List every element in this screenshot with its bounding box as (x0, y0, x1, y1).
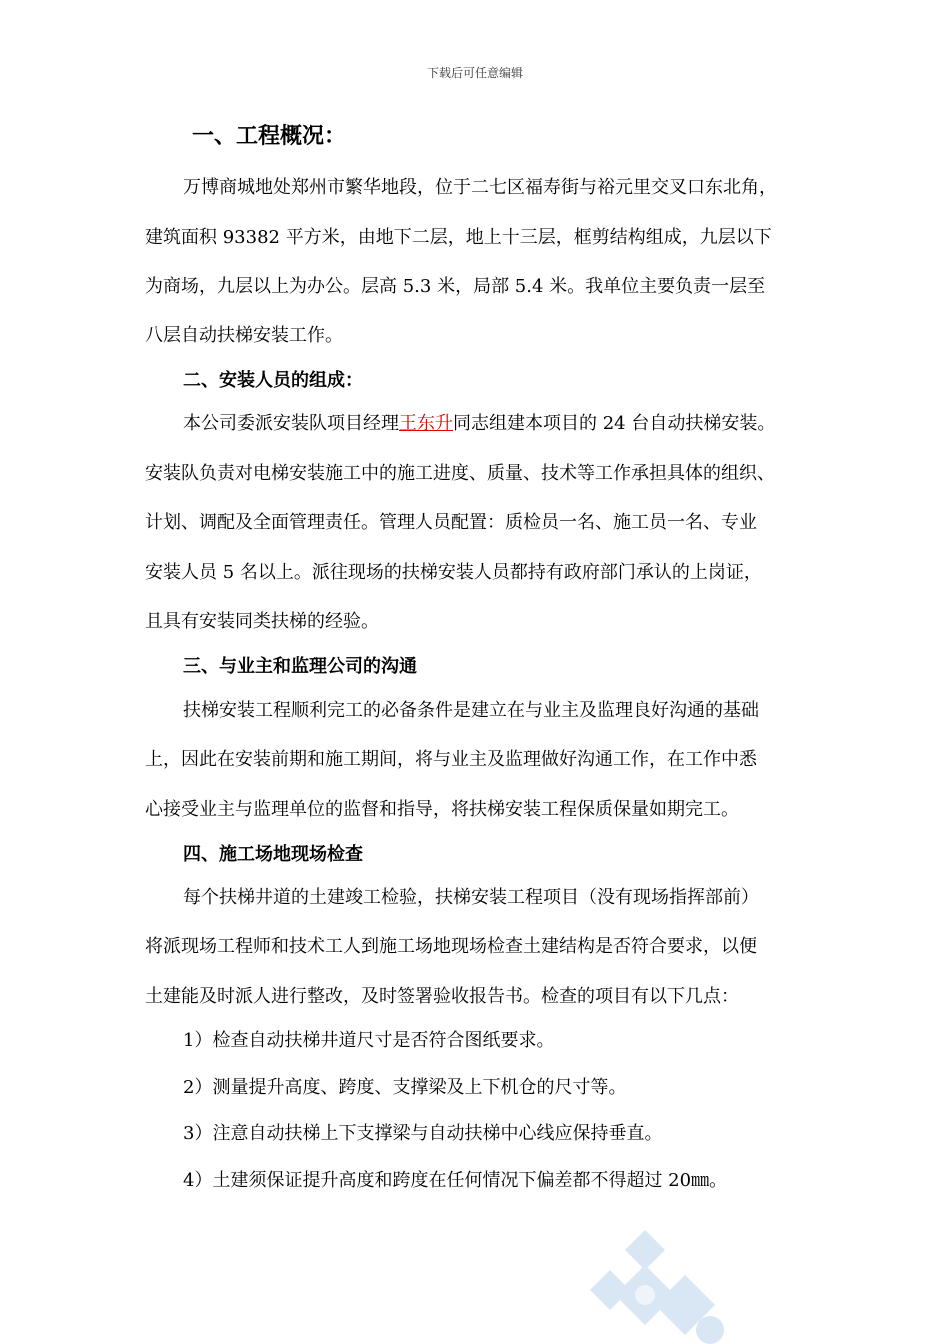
paragraph-line: 将派现场工程师和技术工人到施工场地现场检查土建结构是否符合要求，以便 (145, 936, 757, 957)
list-item: 2）测量提升高度、跨度、支撑梁及上下机仓的尺寸等。 (183, 1077, 627, 1098)
section-3-title: 三、与业主和监理公司的沟通 (183, 656, 417, 677)
paragraph-line: 扶梯安装工程顺利完工的必备条件是建立在与业主及监理良好沟通的基础 (183, 700, 759, 721)
paragraph-line: 安装队负责对电梯安装施工中的施工进度、质量、技术等工作承担具体的组织、 (145, 463, 775, 484)
list-item: 3）注意自动扶梯上下支撑梁与自动扶梯中心线应保持垂直。 (183, 1123, 663, 1144)
text-segment: 同志组建本项目的 24 台自动扶梯安装。 (453, 413, 776, 434)
paragraph-line: 心接受业主与监理单位的监督和指导，将扶梯安装工程保质保量如期完工。 (145, 799, 739, 820)
list-item: 4）土建须保证提升高度和跨度在任何情况下偏差都不得超过 20㎜。 (183, 1170, 728, 1191)
list-item: 1）检查自动扶梯井道尺寸是否符合图纸要求。 (183, 1030, 555, 1051)
paragraph-line (183, 412, 775, 436)
paragraph-line: 建筑面积 93382 平方米，由地下二层，地上十三层，框剪结构组成，九层以下 (145, 227, 772, 248)
paragraph-line: 万博商城地处郑州市繁华地段，位于二七区福寿街与裕元里交叉口东北角， (183, 177, 777, 198)
paragraph-line: 为商场，九层以上为办公。层高 5.3 米，局部 5.4 米。我单位主要负责一层至 (145, 276, 766, 297)
paragraph-line: 上，因此在安装前期和施工期间，将与业主及监理做好沟通工作，在工作中悉 (145, 749, 757, 770)
paragraph-line: 且具有安装同类扶梯的经验。 (145, 611, 379, 632)
manager-name: 王东升 (399, 413, 453, 434)
section-2-title: 二、安装人员的组成： (183, 370, 363, 391)
section-1-title: 一、工程概况： (192, 123, 347, 149)
paragraph-line: 土建能及时派人进行整改，及时签署验收报告书。检查的项目有以下几点： (145, 986, 739, 1007)
paragraph-line: 每个扶梯井道的土建竣工检验，扶梯安装工程项目（没有现场指挥部前） (183, 887, 759, 908)
paragraph-line: 八层自动扶梯安装工作。 (145, 325, 343, 346)
page-header: 下载后可任意编辑 (426, 66, 523, 80)
section-4-title: 四、施工场地现场检查 (183, 844, 363, 865)
watermark-icon (590, 1225, 750, 1344)
paragraph-line: 安装人员 5 名以上。派往现场的扶梯安装人员都持有政府部门承认的上岗证， (145, 562, 762, 583)
text-segment: 本公司委派安装队项目经理 (183, 413, 399, 434)
paragraph-line: 计划、调配及全面管理责任。管理人员配置：质检员一名、施工员一名、专业 (145, 512, 757, 533)
